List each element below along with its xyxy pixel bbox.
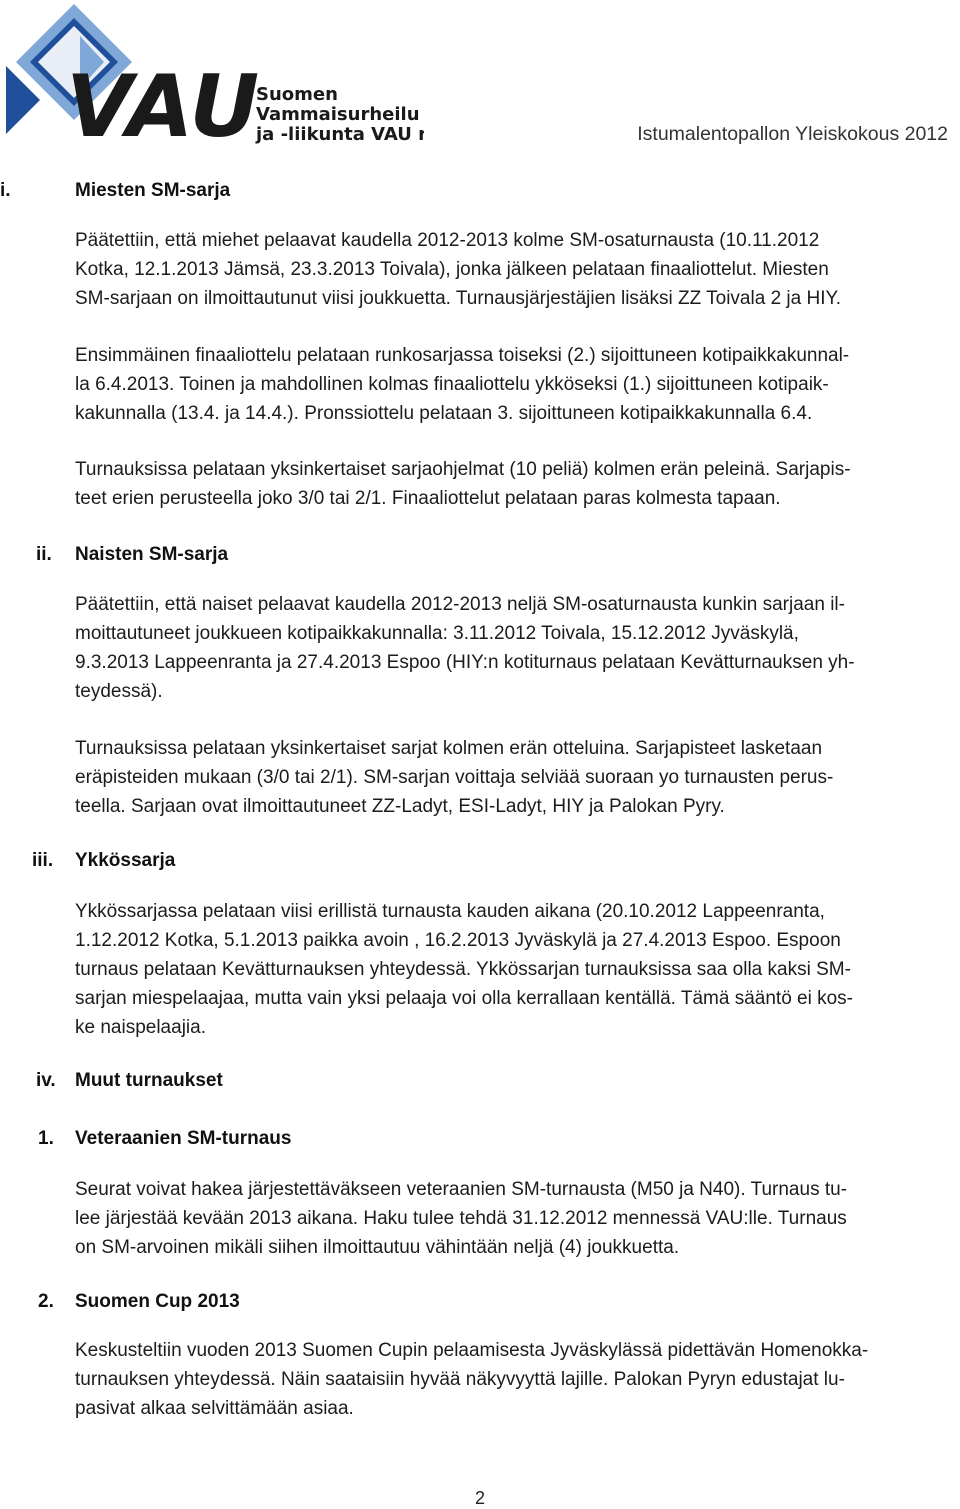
paragraph bbox=[75, 1336, 955, 1423]
text-line: Ykkössarjassa pelataan viisi erillistä turnausta kauden aikana (20.10.2012 Lappeenranta, bbox=[75, 901, 825, 922]
section-title: Naisten SM-sarja bbox=[75, 544, 229, 565]
section-number: ii. bbox=[36, 544, 52, 565]
subsection-number: 1. bbox=[38, 1128, 54, 1149]
text-line: ke naispelaajia. bbox=[75, 1017, 206, 1038]
text-line: Seurat voivat hakea järjestettäväkseen veteraanien SM-turnausta (M50 ja N40). Turnaus tu- bbox=[75, 1179, 848, 1200]
text-line: la 6.4.2013. Toinen ja mahdollinen kolmas finaaliottelu ykköseksi (1.) sijoittuneen kotipaik- bbox=[75, 374, 829, 395]
text-line: on SM-arvoinen mikäli siihen ilmoittautuu vähintään neljä (4) joukkuetta. bbox=[75, 1237, 680, 1258]
text-line: teydessä). bbox=[75, 681, 163, 702]
document-title: Istumalentopallon Yleiskokous 2012 bbox=[637, 123, 948, 145]
text-line: sarjan miespelaajaa, mutta vain yksi pelaaja voi olla kerrallaan kentällä. Tämä sääntö ei kos- bbox=[75, 988, 853, 1009]
paragraph bbox=[75, 897, 955, 1042]
paragraph bbox=[75, 341, 955, 428]
text-line: Keskusteltiin vuoden 2013 Suomen Cupin pelaamisesta Jyväskylässä pidettävän Homenokka- bbox=[75, 1340, 869, 1361]
text-line: Kotka, 12.1.2013 Jämsä, 23.3.2013 Toivala), jonka jälkeen pelataan finaaliottelut. Miesten bbox=[75, 259, 829, 280]
text-line: Turnauksissa pelataan yksinkertaiset sarjat kolmen erän otteluina. Sarjapisteet lasketaan bbox=[75, 738, 823, 759]
text-line: 1.12.2012 Kotka, 5.1.2013 paikka avoin , 16.2.2013 Jyväskylä ja 27.4.2013 Espoo. Espoon bbox=[75, 930, 841, 951]
paragraph bbox=[75, 1175, 955, 1262]
page-number: 2 bbox=[474, 1488, 485, 1508]
text-line: Ensimmäinen finaaliottelu pelataan runkosarjassa toiseksi (2.) sijoittuneen kotipaikkakunnal- bbox=[75, 345, 850, 366]
text-line: teella. Sarjaan ovat ilmoittautuneet ZZ-Ladyt, ESI-Ladyt, HIY ja Palokan Pyry. bbox=[75, 796, 725, 817]
paragraph bbox=[75, 590, 955, 706]
text-line: turnaus pelataan Kevätturnauksen yhteydessä. Ykkössarjan turnauksissa saa olla kaksi SM- bbox=[75, 959, 851, 980]
text-line: 9.3.2013 Lappeenranta ja 27.4.2013 Espoo (HIY:n kotiturnaus pelataan Kevätturnauksen yh- bbox=[75, 652, 855, 673]
text-line: Päätettiin, että naiset pelaavat kaudella 2012-2013 neljä SM-osaturnausta kunkin sarjaan il- bbox=[75, 594, 845, 615]
vau-logo-graphic bbox=[4, 4, 424, 146]
text-line: pasivat alkaa selvittämään asiaa. bbox=[75, 1398, 354, 1419]
logo-line-1: Suomen bbox=[256, 84, 338, 105]
paragraph bbox=[75, 734, 955, 821]
section-title: Muut turnaukset bbox=[75, 1070, 223, 1091]
text-line: teet erien perusteella joko 3/0 tai 2/1. Finaaliottelut pelataan paras kolmesta tapaan. bbox=[75, 488, 781, 509]
section-title: Ykkössarja bbox=[75, 850, 176, 871]
subsection-title: Suomen Cup 2013 bbox=[75, 1291, 240, 1312]
section-number: iv. bbox=[36, 1070, 56, 1091]
section-title: Miesten SM-sarja bbox=[75, 180, 231, 201]
section-number: iii. bbox=[32, 850, 54, 871]
text-line: Päätettiin, että miehet pelaavat kaudella 2012-2013 kolme SM-osaturnausta (10.11.2012 bbox=[75, 230, 820, 251]
logo-mark-text: VAU bbox=[66, 57, 260, 146]
section-number: i. bbox=[0, 180, 11, 201]
text-line: turnauksen yhteydessä. Näin saataisiin hyvää näkyvyyttä lajille. Palokan Pyryn edustajat lu- bbox=[75, 1369, 845, 1390]
text-line: SM-sarjaan on ilmoittautunut viisi joukkuetta. Turnausjärjestäjien lisäksi ZZ Toivala 2 ja HIY. bbox=[75, 288, 841, 309]
logo-line-3: ja -liikunta VAU ry bbox=[256, 124, 424, 145]
paragraph bbox=[75, 226, 955, 313]
subsection-title: Veteraanien SM-turnaus bbox=[75, 1128, 292, 1149]
logo-line-2: Vammaisurheilu bbox=[256, 104, 420, 125]
text-line: moittautuneet joukkueen kotipaikkakunnalla: 3.11.2012 Toivala, 15.12.2012 Jyväskylä, bbox=[75, 623, 799, 644]
text-line: eräpisteiden mukaan (3/0 tai 2/1). SM-sarjan voittaja selviää suoraan yo turnausten perus- bbox=[75, 767, 834, 788]
text-line: Turnauksissa pelataan yksinkertaiset sarjaohjelmat (10 peliä) kolmen erän peleinä. Sarjapis- bbox=[75, 459, 851, 480]
subsection-number: 2. bbox=[38, 1291, 54, 1312]
paragraph bbox=[75, 455, 955, 513]
vau-logo bbox=[4, 4, 424, 146]
text-line: kakunnalla (13.4. ja 14.4.). Pronssiottelu pelataan 3. sijoittuneen kotipaikkakunnalla 6.4. bbox=[75, 403, 813, 424]
text-line: lee järjestää kevään 2013 aikana. Haku tulee tehdä 31.12.2012 mennessä VAU:lle. Turnaus bbox=[75, 1208, 847, 1229]
